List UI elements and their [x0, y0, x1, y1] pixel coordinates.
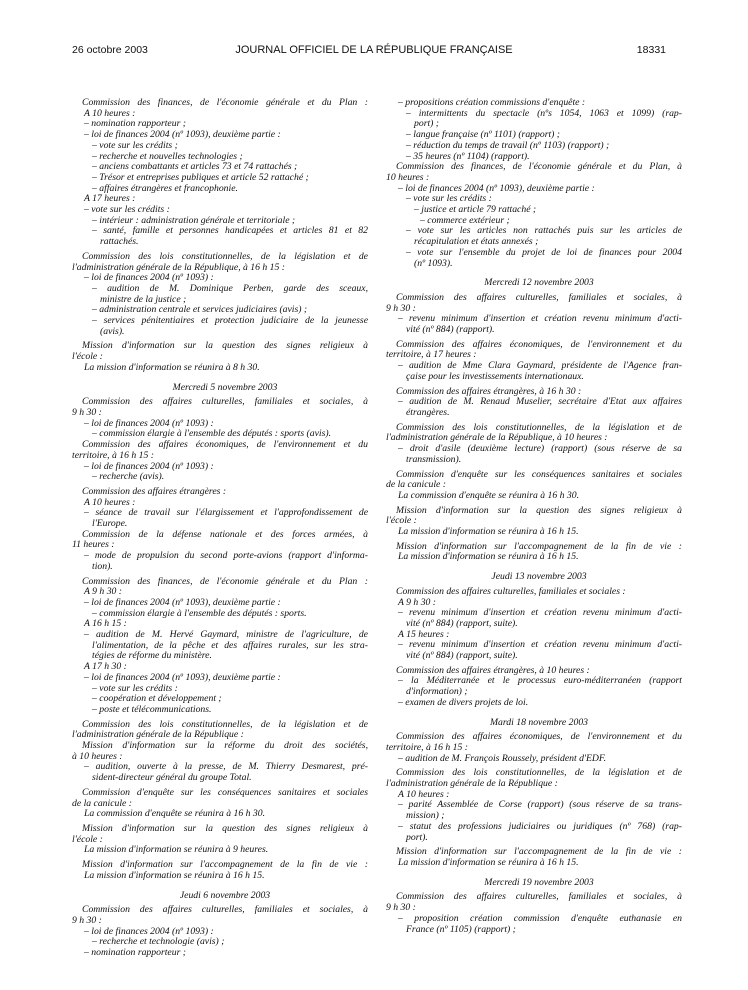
text-line: Commission des affaires économiques, de l'environnement et du	[82, 440, 368, 451]
text-line: – Trésor et entreprises publiques et article 52 rattaché ;	[92, 172, 309, 183]
text-line: – administration centrale et services judiciaires (avis) ;	[92, 305, 308, 316]
text-line: sident-directeur général du groupe Total.	[92, 773, 252, 784]
text-line: Commission des lois constitutionnelles, de la législation et de	[82, 251, 368, 262]
text-line: – nomination rapporteur ;	[84, 948, 186, 959]
text-line: – 35 heures (nº 1104) (rapport).	[406, 151, 530, 162]
text-line: Mission d'information sur l'accompagnement de la fin de vie :	[82, 860, 368, 871]
text-line: Mission d'information sur la question des signes religieux à	[82, 341, 368, 352]
text-line: A 9 h 30 :	[84, 587, 123, 598]
text-line: Commission des finances, de l'économie générale et du Plan :	[82, 98, 368, 108]
text-line: Commission de la défense nationale et des forces armées, à	[82, 529, 368, 540]
text-line: l'alimentation, de la pêche et des affaires rurales, sur les stra-	[92, 640, 368, 651]
text-line: ministre de la justice ;	[100, 294, 187, 305]
text-line: – audition de M. Hervé Gaymard, ministre de l'agriculture, de	[84, 630, 368, 641]
text-line: Commission des affaires étrangères :	[82, 486, 227, 497]
header-journal-title: JOURNAL OFFICIEL DE LA RÉPUBLIQUE FRANÇAISE	[235, 44, 513, 56]
text-line: 9 h 30 :	[386, 903, 416, 914]
text-line: Commission des finances, de l'économie générale et du Plan, à	[396, 162, 682, 173]
text-line: – loi de finances 2004 (nº 1093) :	[84, 273, 214, 284]
text-line: Commission des affaires culturelles, familiales et sociales, à	[82, 905, 368, 916]
date-heading: Mercredi 19 novembre 2003	[484, 877, 594, 888]
text-line: Commission d'enquête sur les conséquences sanitaires et sociales	[82, 787, 368, 798]
text-line: – santé, famille et personnes handicapées et articles 81 et 82	[92, 226, 368, 237]
text-line: A 10 heures :	[84, 497, 136, 508]
text-line: – commerce extérieur ;	[420, 215, 510, 226]
text-line: – la Méditerranée et le processus euro-méditerranéen (rapport	[398, 676, 682, 687]
left-column	[72, 98, 368, 959]
text-line: de la canicule :	[386, 480, 446, 491]
text-line: – audition de M. Renaud Muselier, secrétaire d'Etat aux affaires	[398, 397, 682, 408]
text-line: A 10 heures :	[84, 108, 136, 119]
text-line: – audition de Mme Clara Gaymard, présidente de l'Agence fran-	[398, 361, 682, 372]
date-heading: Jeudi 6 novembre 2003	[179, 890, 271, 901]
text-line: – vote sur l'ensemble du projet de loi de finances pour 2004	[406, 247, 682, 258]
text-line: – audition de M. Dominique Perben, garde des sceaux,	[92, 283, 368, 294]
text-line: – poste et télécommunications.	[92, 704, 212, 715]
text-line: Commission des affaires étrangères, à 10 heures :	[396, 665, 590, 676]
text-line: Commission des affaires économiques, de l'environnement et du	[396, 339, 682, 350]
text-line: – revenu minimum d'insertion et création revenu minimum d'acti-	[398, 314, 682, 325]
text-line: Commission d'enquête sur les conséquences sanitaires et sociales	[396, 469, 682, 480]
text-line: Commission des lois constitutionnelles, de la législation et de	[396, 422, 682, 433]
text-line: – revenu minimum d'insertion et création revenu minimum d'acti-	[398, 608, 682, 619]
text-line: (avis).	[100, 326, 125, 337]
text-line: – nomination rapporteur ;	[84, 119, 186, 130]
text-line: – audition, ouverte à la presse, de M. Thierry Desmarest, pré-	[84, 762, 368, 773]
text-line: – droit d'asile (deuxième lecture) (rapport) (sous réserve de sa	[398, 444, 682, 455]
text-line: 9 h 30 :	[72, 407, 102, 418]
text-line: – réduction du temps de travail (nº 1103) (rapport) ;	[406, 140, 610, 151]
text-line: – loi de finances 2004 (nº 1093) :	[84, 418, 214, 429]
text-line: vité (nº 884) (rapport, suite).	[406, 618, 518, 629]
text-line: – propositions création commissions d'enquête :	[398, 98, 586, 108]
text-line: La mission d'information se réunira à 16 h 15.	[398, 527, 579, 538]
text-line: l'école :	[386, 516, 417, 527]
text-line: – recherche et technologie (avis) ;	[92, 937, 225, 948]
text-line: 9 h 30 :	[386, 303, 416, 314]
text-line: – vote sur les articles non rattachés puis sur les articles de	[406, 226, 682, 237]
text-line: – intérieur : administration générale et territoriale ;	[92, 215, 296, 226]
text-line: A 9 h 30 :	[398, 597, 437, 608]
text-line: Commission des affaires culturelles, familiales et sociales, à	[396, 292, 682, 303]
text-line: à 10 heures :	[72, 751, 123, 762]
header-page-number: 18331	[636, 44, 666, 56]
text-line: territoire, à 16 h 15 :	[72, 450, 154, 461]
text-line: l'administration générale de la République, à 10 heures :	[386, 433, 608, 444]
text-line: rattachés.	[100, 237, 139, 248]
text-line: – loi de finances 2004 (nº 1093), deuxième partie :	[398, 183, 595, 194]
text-line: – vote sur les crédits ;	[92, 140, 178, 151]
text-line: – examen de divers projets de loi.	[398, 697, 529, 708]
text-line: – parité Assemblée de Corse (rapport) (sous réserve de sa trans-	[398, 800, 682, 811]
text-line: Mission d'information sur la question des signes religieux à	[396, 505, 682, 516]
text-line: 10 heures :	[386, 172, 430, 183]
text-line: La commission d'enquête se réunira à 16 h 30.	[398, 490, 580, 501]
text-line: – mode de propulsion du second porte-avions (rapport d'informa-	[84, 551, 368, 562]
text-line: – intermittents du spectacle (nºs 1054, 1063 et 1099) (rap-	[406, 108, 682, 119]
text-line: l'école :	[72, 834, 103, 845]
text-line: Commission des lois constitutionnelles, de la législation et de	[396, 768, 682, 779]
text-line: – loi de finances 2004 (nº 1093) :	[84, 926, 214, 937]
text-line: La mission d'information se réunira à 9 heures.	[84, 845, 269, 856]
text-line: La mission d'information se réunira à 16 h 15.	[84, 870, 265, 881]
text-line: l'école :	[72, 352, 103, 363]
text-line: de la canicule :	[72, 798, 132, 809]
text-line: l'Europe.	[92, 519, 128, 530]
text-line: l'administration générale de la République :	[72, 730, 244, 741]
date-heading: Mercredi 5 novembre 2003	[172, 382, 278, 393]
text-line: – vote sur les crédits :	[406, 194, 492, 205]
text-line: – langue française (nº 1101) (rapport) ;	[406, 130, 561, 141]
text-line: Mission d'information sur l'accompagnement de la fin de vie :	[396, 541, 682, 552]
text-line: territoire, à 16 h 15 :	[386, 742, 468, 753]
text-line: Mission d'information sur la question des signes religieux à	[82, 824, 368, 834]
text-line: La mission d'information se réunira à 16 h 15.	[398, 552, 579, 563]
text-line: tégies de réforme du ministère.	[92, 651, 212, 662]
text-line: 9 h 30 :	[72, 915, 102, 926]
header-date: 26 octobre 2003	[72, 44, 148, 56]
text-line: A 17 heures :	[84, 194, 136, 205]
text-line: territoire, à 17 heures :	[386, 350, 477, 361]
text-line: – proposition création commission d'enquête euthanasie en	[398, 913, 682, 924]
date-heading: Mardi 18 novembre 2003	[489, 717, 589, 728]
text-line: France (nº 1105) (rapport) ;	[406, 924, 516, 935]
text-line: l'administration générale de la République :	[386, 779, 558, 790]
text-line: – loi de finances 2004 (nº 1093) :	[84, 461, 214, 472]
text-line: – commission élargie à l'ensemble des députés : sports (avis).	[92, 429, 332, 440]
text-line: – affaires étrangères et francophonie.	[92, 183, 238, 194]
text-line: – anciens combattants et articles 73 et 74 rattachés ;	[92, 162, 298, 173]
text-line: – loi de finances 2004 (nº 1093), deuxième partie :	[84, 672, 281, 683]
text-line: – commission élargie à l'ensemble des députés : sports.	[92, 608, 307, 619]
text-line: récapitulation et états annexés ;	[414, 237, 539, 248]
text-line: – recherche et nouvelles technologies ;	[92, 151, 243, 162]
text-line: – recherche (avis).	[92, 472, 165, 483]
text-line: (nº 1093).	[414, 258, 453, 269]
text-line: tion).	[92, 561, 113, 572]
text-line: La commission d'enquête se réunira à 16 h 30.	[84, 809, 266, 820]
text-line: l'administration générale de la République, à 16 h 15 :	[72, 262, 286, 273]
text-line: A 16 h 15 :	[84, 619, 127, 630]
text-line: A 15 heures :	[398, 629, 450, 640]
text-line: 11 heures :	[72, 540, 115, 551]
text-line: – revenu minimum d'insertion et création revenu minimum d'acti-	[398, 640, 682, 651]
text-line: port) ;	[414, 119, 440, 130]
text-line: mission) ;	[406, 811, 445, 822]
text-line: Commission des affaires culturelles, familiales et sociales, à	[396, 892, 682, 903]
right-column	[386, 98, 682, 935]
text-line: vité (nº 884) (rapport).	[406, 325, 495, 336]
text-line: – statut des professions judiciaires ou juridiques (nº 768) (rap-	[398, 821, 682, 832]
text-line: port).	[406, 832, 428, 843]
date-heading: Mercredi 12 novembre 2003	[484, 278, 594, 289]
text-line: d'information) ;	[406, 687, 468, 698]
text-line: Mission d'information sur l'accompagnement de la fin de vie :	[396, 847, 682, 858]
text-line: – loi de finances 2004 (nº 1093), deuxième partie :	[84, 597, 281, 608]
text-line: – justice et article 79 rattaché ;	[414, 205, 537, 216]
text-line: Mission d'information sur la réforme du droit des sociétés,	[82, 741, 368, 752]
text-line: Commission des affaires économiques, de l'environnement et du	[396, 732, 682, 743]
date-heading: Jeudi 13 novembre 2003	[491, 572, 587, 583]
text-line: – coopération et développement ;	[92, 694, 222, 705]
text-line: étrangères.	[406, 407, 450, 418]
text-line: Commission des affaires étrangères, à 16 h 30 :	[396, 386, 582, 397]
text-line: – séance de travail sur l'élargissement et l'approfondissement de	[84, 508, 368, 519]
text-line: – vote sur les crédits :	[84, 205, 170, 216]
text-line: Commission des affaires culturelles, familiales et sociales, à	[82, 397, 368, 408]
text-line: – services pénitentiaires et protection judiciaire de la jeunesse	[92, 316, 368, 327]
text-line: – loi de finances 2004 (nº 1093), deuxième partie :	[84, 130, 281, 141]
text-line: – vote sur les crédits :	[92, 683, 178, 694]
text-line: vité (nº 884) (rapport, suite).	[406, 651, 518, 662]
text-line: A 17 h 30 :	[84, 662, 127, 673]
text-line: La mission d'information se réunira à 16 h 15.	[398, 858, 579, 868]
text-line: La mission d'information se réunira à 8 h 30.	[84, 362, 260, 373]
text-line: çaise pour les investissements internationaux.	[406, 371, 584, 382]
text-line: – audition de M. François Roussely, président d'EDF.	[398, 753, 606, 764]
text-line: A 10 heures :	[398, 789, 450, 800]
text-line: Commission des affaires culturelles, familiales et sociales :	[396, 586, 626, 597]
text-line: Commission des lois constitutionnelles, de la législation et de	[82, 719, 368, 730]
text-line: transmission).	[406, 454, 462, 465]
text-line: Commission des finances, de l'économie générale et du Plan :	[82, 576, 368, 587]
